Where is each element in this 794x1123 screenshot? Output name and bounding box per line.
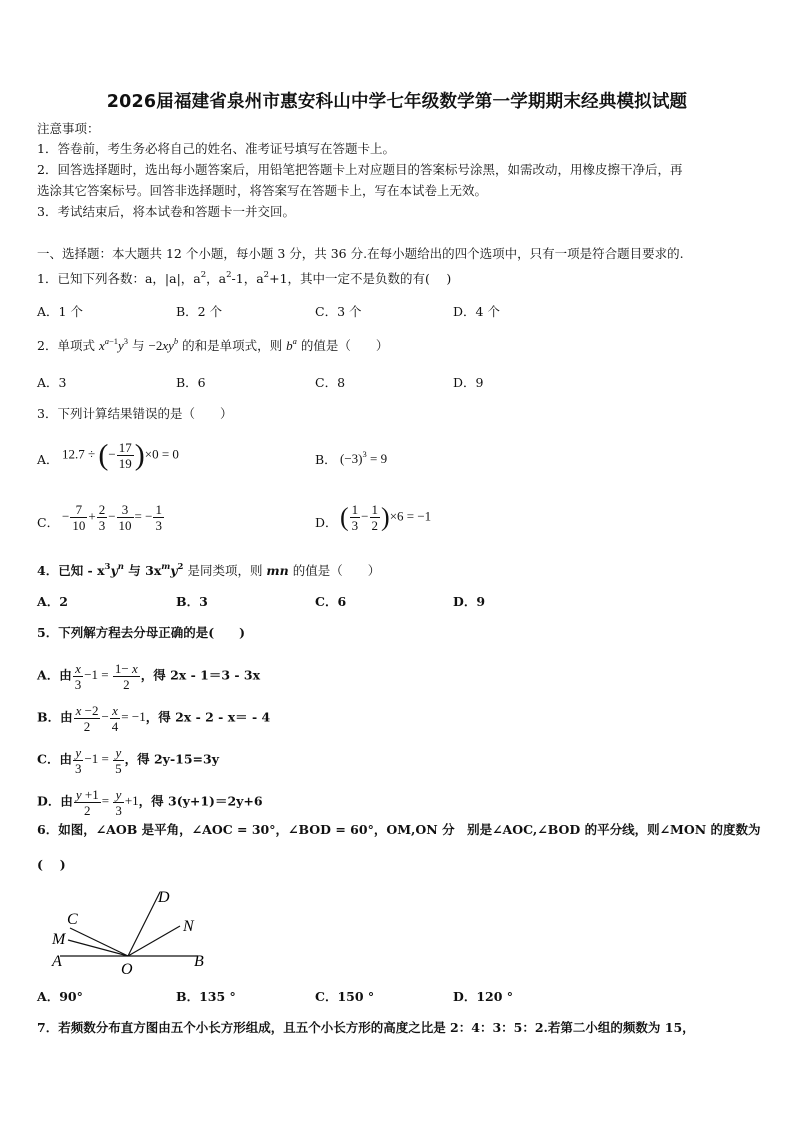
question-3-option-b-label: B． <box>315 452 337 467</box>
question-3-option-a-expr: 12.7 ÷ (− $\frac{17}{19}$ )×0 = 0 <box>62 438 179 472</box>
label-m: M <box>52 931 66 948</box>
question-7-stem: 7．若频数分布直方图由五个小长方形组成，且五个小长方形的高度之比是 2：4：3：5：2.若第二小组的频数为 15， <box>37 1020 695 1035</box>
expression-b-a: $b^a$ <box>286 336 297 353</box>
question-2-option-b: B．6 <box>176 375 206 390</box>
question-3-option-a-label: A． <box>37 452 59 467</box>
question-4-option-c: C．6 <box>315 594 347 609</box>
question-5-option-a: A．由 $\frac{x}{3}$ −1 = $\frac{1- x}{2}$ ，得 2x - 1＝3 - 3x <box>37 661 261 692</box>
page-title: 2026届福建省泉州市惠安科山中学七年级数学第一学期期末经典模拟试题 <box>106 92 688 112</box>
question-3-stem: 3．下列计算结果错误的是（ ） <box>37 406 233 421</box>
label-a: A <box>52 953 62 970</box>
question-6-option-b: B．135 ° <box>176 989 236 1004</box>
question-3-option-d-expr: ( $\frac{1}{3}$ − $\frac{1}{2}$ )×6 = −1 <box>340 502 432 533</box>
question-2-stem: 2．单项式 $x^{a-1}y^3$ 与 $-2xy^b$ 的和是单项式，则 $b^a$ 的值是（ ） <box>37 336 389 353</box>
question-6-option-a: A．90° <box>37 989 83 1004</box>
question-1-option-a: A．1 个 <box>37 304 83 319</box>
question-5-option-c: C．由 $\frac{y}{3}$ −1 = $\frac{y}{5}$ ，得 2y-15=3y <box>37 745 219 776</box>
label-o: O <box>121 961 133 977</box>
question-2-option-d: D．9 <box>453 375 484 390</box>
question-3-option-b-expr: $(-3)^3 = 9$ <box>340 449 388 466</box>
label-c: C <box>67 911 78 928</box>
question-5-option-b: B．由 $\frac{x -2}{2}$ − $\frac{x}{4}$ = −1，得 2x - 2 - x＝ - 4 <box>37 703 271 734</box>
label-d: D <box>158 889 170 906</box>
section-heading: 一、选择题：本大题共 12 个小题，每小题 3 分，共 36 分.在每小题给出的四个选项中，只有一项是符合题目要求的. <box>37 246 684 261</box>
ray-om <box>68 940 128 956</box>
question-6-paren: ( ) <box>37 857 66 872</box>
question-6-stem: 6．如图，∠AOB 是平角，∠AOC = 30°，∠BOD = 60°，OM,ON 分 别是∠AOC,∠BOD 的平分线，则∠MON 的度数为 <box>37 822 761 837</box>
label-b: B <box>194 953 204 970</box>
question-6-option-d: D．120 ° <box>453 989 514 1004</box>
question-3-option-d-label: D． <box>315 515 338 530</box>
notice-item-1: 1．答卷前，考生务必将自己的姓名、准考证号填写在答题卡上。 <box>37 141 395 156</box>
question-1-stem: 1．已知下列各数：a，|a|，$a^2$，$a^2-1$，$a^2+1$，其中一定不是负数的有( ) <box>37 270 452 286</box>
label-n: N <box>183 918 194 935</box>
question-6-option-c: C．150 ° <box>315 989 375 1004</box>
question-2-option-a: A．3 <box>37 375 67 390</box>
question-5-stem: 5．下列解方程去分母正确的是( ) <box>37 625 246 640</box>
question-4-option-b: B．3 <box>176 594 208 609</box>
question-4-stem: 4．已知 - $x^3y^n$ 与 $3x^my^2$ 是同类项，则 mn 的值是（ ） <box>37 562 381 578</box>
notice-item-3: 3．考试结束后，将本试卷和答题卡一并交回。 <box>37 204 295 219</box>
notice-item-2: 2．回答选择题时，选出每小题答案后，用铅笔把答题卡上对应题目的答案标号涂黑，如需改动，用橡皮擦干净后，再 <box>37 162 683 177</box>
question-4-option-a: A．2 <box>37 594 68 609</box>
question-1-option-d: D．4 个 <box>453 304 500 319</box>
question-3-option-c-label: C． <box>37 515 60 530</box>
question-1-option-b: B．2 个 <box>176 304 223 319</box>
notice-item-2-cont: 选涂其它答案标号。回答非选择题时，将答案写在答题卡上，写在本试卷上无效。 <box>37 183 488 198</box>
ray-oc <box>70 928 128 956</box>
notice-heading: 注意事项： <box>37 121 100 136</box>
question-5-option-d: D．由 $\frac{y +1}{2}$ = $\frac{y}{3}$ +1，得 3(y+1)＝2y+6 <box>37 787 263 818</box>
question-2-option-c: C．8 <box>315 375 346 390</box>
monomial-2: $-2xy^b$ <box>148 336 179 353</box>
angle-diagram <box>40 882 220 977</box>
question-1-option-c: C．3 个 <box>315 304 362 319</box>
question-3-option-c-expr: − $\frac{7}{10}$ + $\frac{2}{3}$ − $\frac{3}{10}$ = − $\frac{1}{3}$ <box>62 502 162 533</box>
monomial-1: $x^{a-1}y^3$ <box>98 336 129 353</box>
question-4-option-d: D．9 <box>453 594 486 609</box>
